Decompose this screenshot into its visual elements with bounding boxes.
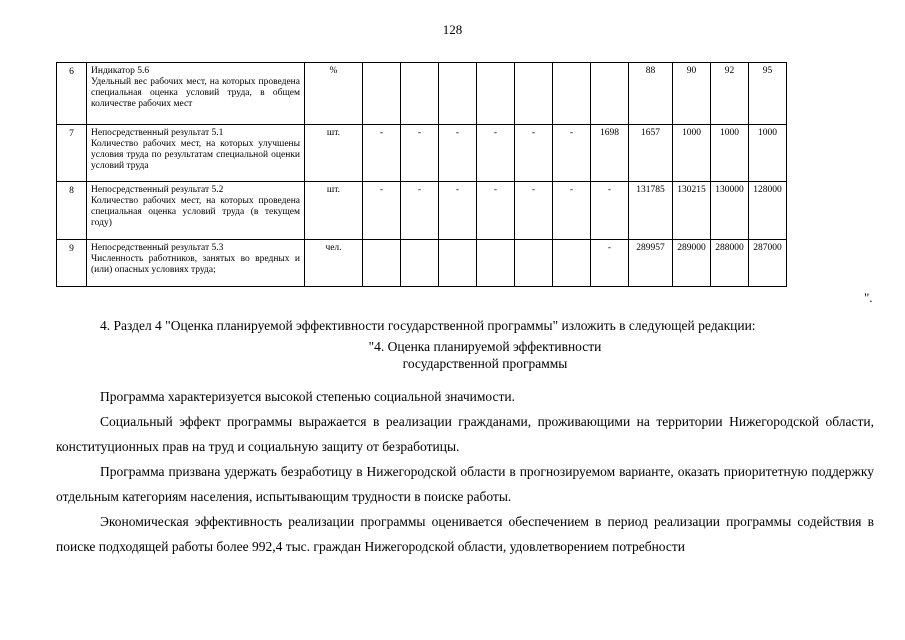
value-cell: - (591, 182, 629, 240)
value-cell: - (401, 125, 439, 182)
paragraph: Экономическая эффективность реализации программы оценивается обеспечением в период реализации программы содействия в поиске подходящей работы более 992,4 тыс. граждан Нижегородской области, удовлетворением потребности (56, 514, 874, 554)
value-cell: 95 (749, 63, 787, 125)
table-row (57, 182, 787, 240)
value-cell: - (553, 125, 591, 182)
value-cell (553, 63, 591, 125)
paragraph: Программа призвана удержать безработицу в Нижегородской области в прогнозируемом варианте, оказать приоритетную поддержку отдельным категориям населения, испытывающим трудности в поиске работы. (56, 464, 874, 504)
value-cell: - (363, 125, 401, 182)
value-cell (515, 63, 553, 125)
indicator-name: Непосредственный результат 5.2 Количество рабочих мест, на которых проведена специальная оценка условий труда (в текущем году) (87, 182, 305, 240)
value-cell: 92 (711, 63, 749, 125)
value-cell: - (477, 125, 515, 182)
page-number: 128 (442, 22, 463, 37)
indicator-name: Индикатор 5.6 Удельный вес рабочих мест, на которых проведена специальная оценка условий труда, в общем количестве рабочих мест (87, 63, 305, 125)
value-cell (363, 63, 401, 125)
value-cell: 287000 (749, 240, 787, 287)
value-cell: - (439, 182, 477, 240)
value-cell: 288000 (711, 240, 749, 287)
section-body (56, 313, 874, 559)
table-row (57, 240, 787, 287)
value-cell: 289957 (629, 240, 673, 287)
row-number: 6 (57, 63, 87, 125)
value-cell: 1000 (749, 125, 787, 182)
value-cell: 131785 (629, 182, 673, 240)
value-cell (439, 240, 477, 287)
value-cell: - (477, 182, 515, 240)
indicator-name: Непосредственный результат 5.3 Численность работников, занятых во вредных и (или) опасных условиях труда; (87, 240, 305, 287)
value-cell: - (401, 182, 439, 240)
value-cell (401, 240, 439, 287)
unit-cell: чел. (305, 240, 363, 287)
value-cell (515, 240, 553, 287)
paragraph: Программа характеризуется высокой степенью социальной значимости. (100, 389, 515, 404)
value-cell (401, 63, 439, 125)
value-cell: 1000 (711, 125, 749, 182)
table-row (57, 125, 787, 182)
table-row (57, 63, 787, 125)
indicator-name: Непосредственный результат 5.1 Количество рабочих мест, на которых улучшены условия труда по результатам специальной оценки условий труда (87, 125, 305, 182)
value-cell: - (439, 125, 477, 182)
value-cell: 1657 (629, 125, 673, 182)
value-cell: 130215 (673, 182, 711, 240)
value-cell (553, 240, 591, 287)
value-cell (439, 63, 477, 125)
value-cell: - (591, 240, 629, 287)
indicators-table (56, 62, 787, 287)
row-number: 7 (57, 125, 87, 182)
value-cell: - (515, 125, 553, 182)
value-cell: 130000 (711, 182, 749, 240)
value-cell: - (515, 182, 553, 240)
value-cell (477, 240, 515, 287)
section-heading-line2: государственной программы (402, 356, 568, 371)
value-cell: - (363, 182, 401, 240)
section-heading-line1: "4. Оценка планируемой эффективности (368, 339, 602, 354)
row-number: 9 (57, 240, 87, 287)
paragraph: Социальный эффект программы выражается в реализации гражданами, проживающими на территории Нижегородской области, конституционных прав на труд и социальную защиту от безработицы. (56, 414, 874, 454)
value-cell: 88 (629, 63, 673, 125)
value-cell (477, 63, 515, 125)
value-cell: 128000 (749, 182, 787, 240)
row-number: 8 (57, 182, 87, 240)
value-cell: - (553, 182, 591, 240)
value-cell: 1698 (591, 125, 629, 182)
unit-cell: % (305, 63, 363, 125)
value-cell: 289000 (673, 240, 711, 287)
unit-cell: шт. (305, 182, 363, 240)
value-cell: 90 (673, 63, 711, 125)
unit-cell: шт. (305, 125, 363, 182)
value-cell: 1000 (673, 125, 711, 182)
section-instruction: 4. Раздел 4 "Оценка планируемой эффективности государственной программы" изложить в следующей редакции: (100, 318, 756, 333)
value-cell (363, 240, 401, 287)
closing-quote: ". (864, 290, 873, 305)
value-cell (591, 63, 629, 125)
